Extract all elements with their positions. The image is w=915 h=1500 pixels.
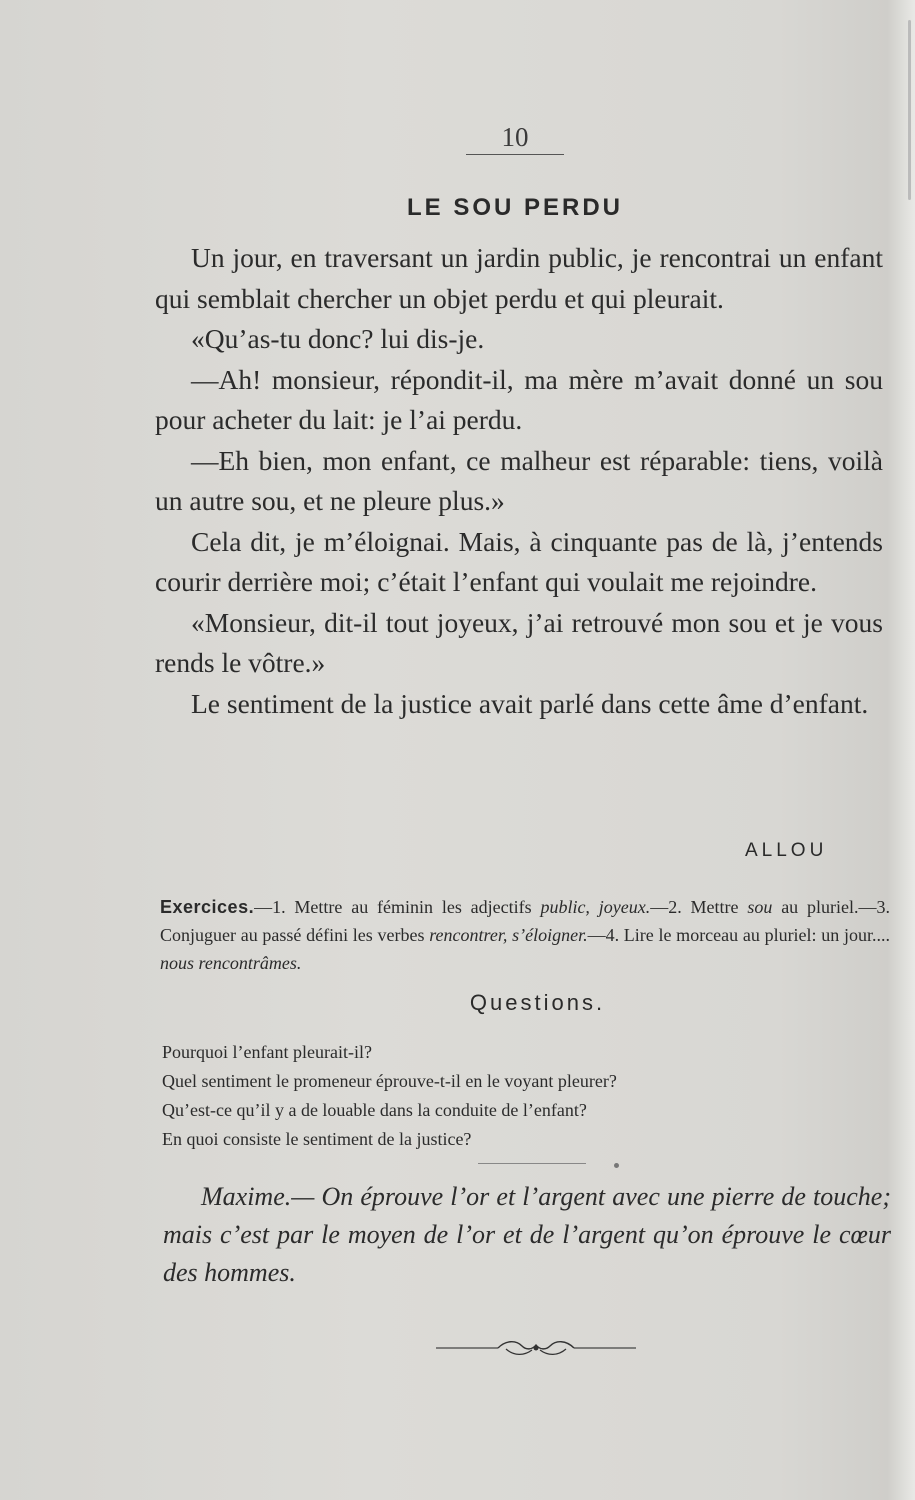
story-text [155, 238, 883, 724]
exercise-text: —4. Lire le morceau au pluriel: un jour.... [587, 925, 890, 945]
question-item: Qu’est-ce qu’il y a de louable dans la conduite de l’enfant? [162, 1100, 587, 1120]
paragraph: —Ah! monsieur, répondit-il, ma mère m’avait donné un sou pour acheter du lait: je l’ai perdu. [155, 363, 883, 435]
author-signature: ALLOU [745, 840, 828, 861]
paragraph: Le sentiment de la justice avait parlé dans cette âme d’enfant. [191, 687, 869, 719]
exercise-text: au pluriel.—3. Conjuguer au passé défini les verbes [160, 897, 890, 945]
question-item: Quel sentiment le promeneur éprouve-t-il en le voyant pleurer? [162, 1071, 617, 1091]
page-number: 10 [501, 122, 529, 152]
exercise-text: —1. Mettre au féminin les adjectifs [254, 897, 541, 917]
paragraph: Cela dit, je m’éloignai. Mais, à cinquante pas de là, j’entends courir derrière moi; c’était l’enfant qui voulait me rejoindre. [155, 525, 883, 597]
page-edge-shadow [908, 20, 911, 200]
question-item: Pourquoi l’enfant pleurait-il? [162, 1042, 372, 1062]
exercise-italic: public, joyeux. [540, 897, 651, 917]
paragraph: «Monsieur, dit-il tout joyeux, j’ai retrouvé mon sou et je vous rends le vôtre.» [155, 606, 883, 678]
ink-speck [614, 1163, 619, 1168]
exercises-heading: Exercices. [160, 897, 255, 917]
header-rule [466, 154, 564, 155]
questions-heading: Questions. [469, 990, 606, 1015]
chapter-title: LE SOU PERDU [406, 194, 624, 221]
exercise-italic: sou [747, 897, 773, 917]
paragraph: Un jour, en traversant un jardin public, je rencontrai un enfant qui semblait chercher un objet perdu et qui pleurait. [155, 242, 883, 314]
exercise-italic: rencontrer, s’éloigner. [429, 925, 588, 945]
maxim-text: Maxime.— On éprouve l’or et l’argent avec une pierre de touche; mais c’est par le moyen de l’or et de l’argent qu’on éprouve le cœur des hommes. [163, 1182, 891, 1287]
questions-list [162, 1038, 842, 1154]
fleuron-ornament-icon [436, 1336, 636, 1360]
exercise-italic: nous rencontrâmes. [160, 953, 302, 973]
exercise-text: —2. Mettre [650, 897, 748, 917]
question-item: En quoi consiste le sentiment de la justice? [162, 1129, 472, 1149]
paragraph: —Eh bien, mon enfant, ce malheur est réparable: tiens, voilà un autre sou, et ne pleure plus.» [155, 444, 883, 516]
paragraph: «Qu’as-tu donc? lui dis-je. [191, 323, 485, 354]
section-rule [478, 1163, 586, 1164]
exercises-block [160, 893, 890, 977]
